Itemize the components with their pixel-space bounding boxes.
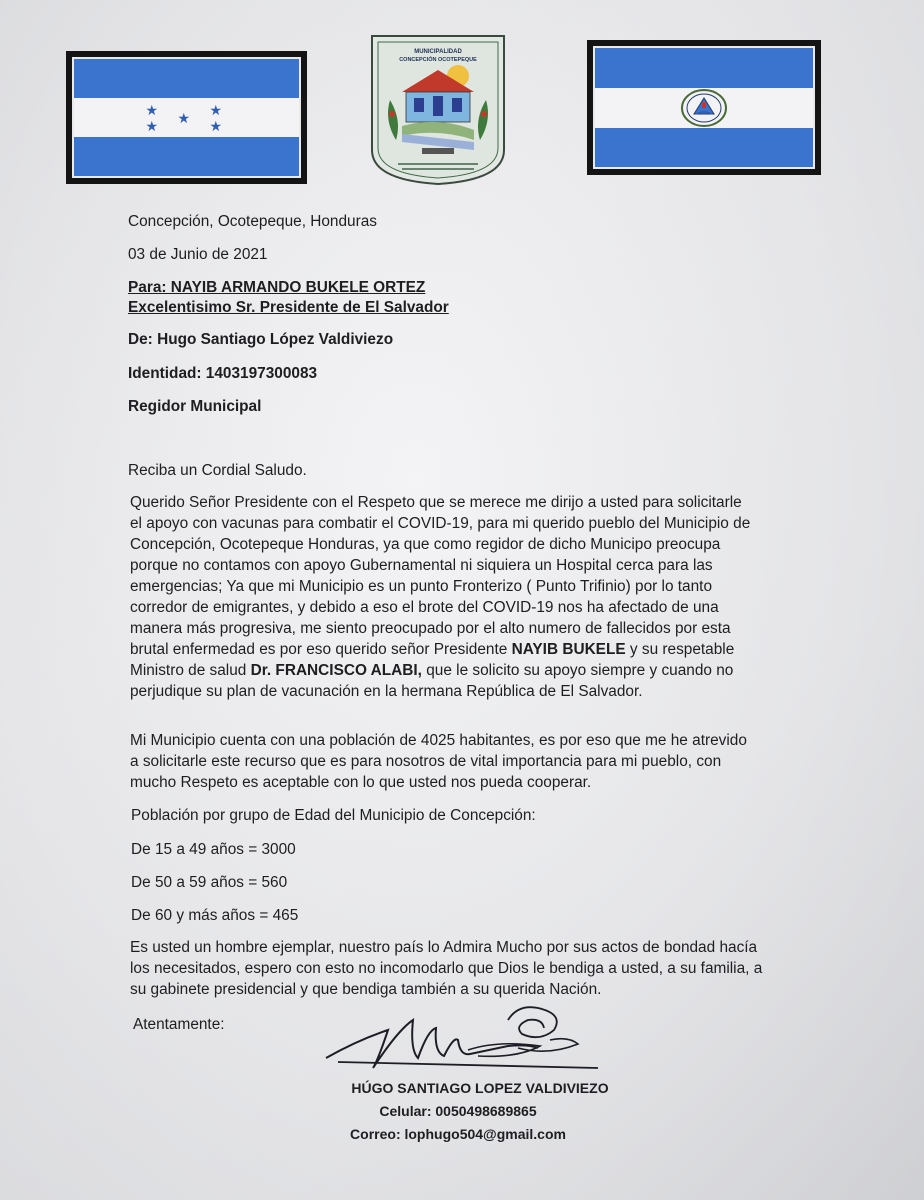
signatory-email: Correo: lophugo504@gmail.com bbox=[350, 1126, 566, 1142]
age-group-3: De 60 y más años = 465 bbox=[131, 907, 299, 924]
closing: Atentamente: bbox=[133, 1016, 225, 1033]
identity-line: Identidad: 1403197300083 bbox=[128, 365, 318, 382]
seal-text-top-2: CONCEPCIÓN OCOTEPEQUE bbox=[399, 57, 477, 63]
age-group-1: De 15 a 49 años = 3000 bbox=[131, 841, 296, 858]
letter-date: 03 de Junio de 2021 bbox=[128, 246, 268, 263]
role-line: Regidor Municipal bbox=[128, 398, 262, 415]
handwritten-signature bbox=[318, 1000, 608, 1078]
municipal-seal-icon bbox=[362, 30, 514, 186]
el-salvador-flag bbox=[587, 40, 821, 175]
body-paragraph-3: Es usted un hombre ejemplar, nuestro país lo Admira Mucho por sus actos de bondad hacía los necesitados, espero con esto no incomodarlo que Dios le bendiga a usted, a su familia, a su gabinete presidencial y que bendiga también a su querida Nación. bbox=[130, 939, 763, 998]
flag-stars-icon: ★ ★ ★ ★ ★ bbox=[145, 101, 223, 134]
age-group-2: De 50 a 59 años = 560 bbox=[131, 874, 288, 891]
body-paragraph-1: Querido Señor Presidente con el Respeto que se merece me dirijo a usted para solicitarle el apoyo con vacunas para combatir el COVID-19, para mi querido pueblo del Municipio de Concepción, Ocotepeque Honduras, ya que como regidor de dicho Municipo preocupa porque no contamos con apoyo Gubernamental ni siquiera un Hospital cerca para las emergencias; Ya que mi Municipio es un punto Fronterizo ( Punto Trifinio) por lo tanto corredor de emigrantes, y debido a eso el brote del COVID-19 nos ha afectado de una manera más progresiva, me siento preocupado por el alto numero de fallecidos por esta brutal enfermedad es por eso querido señor Presidente NAYIB BUKELE y su respetable Ministro de salud Dr. FRANCISCO ALABI, que le solicito su apoyo siempre y cuando no perjudique su plan de vacunación en la hermana República de El Salvador. bbox=[130, 494, 751, 700]
signatory-phone: Celular: 0050498689865 bbox=[379, 1103, 537, 1119]
sender-line: De: Hugo Santiago López Valdiviezo bbox=[128, 331, 394, 348]
coat-of-arms-icon bbox=[680, 88, 728, 128]
body-paragraph-2: Mi Municipio cuenta con una población de 4025 habitantes, es por eso que me he atrevido a solicitarle este recurso que es para nosotros de vital importancia para mi pueblo, con mucho Respeto es aceptable con lo que usted nos pueda cooperar. bbox=[130, 732, 747, 791]
recipient-title: Excelentisimo Sr. Presidente de El Salvador bbox=[128, 299, 449, 316]
letter-place: Concepción, Ocotepeque, Honduras bbox=[128, 213, 377, 230]
age-heading: Población por grupo de Edad del Municipio de Concepción: bbox=[131, 807, 536, 824]
honduras-flag bbox=[66, 51, 307, 184]
recipient-line: Para: NAYIB ARMANDO BUKELE ORTEZ bbox=[128, 279, 426, 296]
greeting: Reciba un Cordial Saludo. bbox=[128, 462, 307, 479]
seal-text-top-1: MUNICIPALIDAD bbox=[414, 49, 462, 55]
signatory-name: HÚGO SANTIAGO LOPEZ VALDIVIEZO bbox=[351, 1080, 609, 1096]
